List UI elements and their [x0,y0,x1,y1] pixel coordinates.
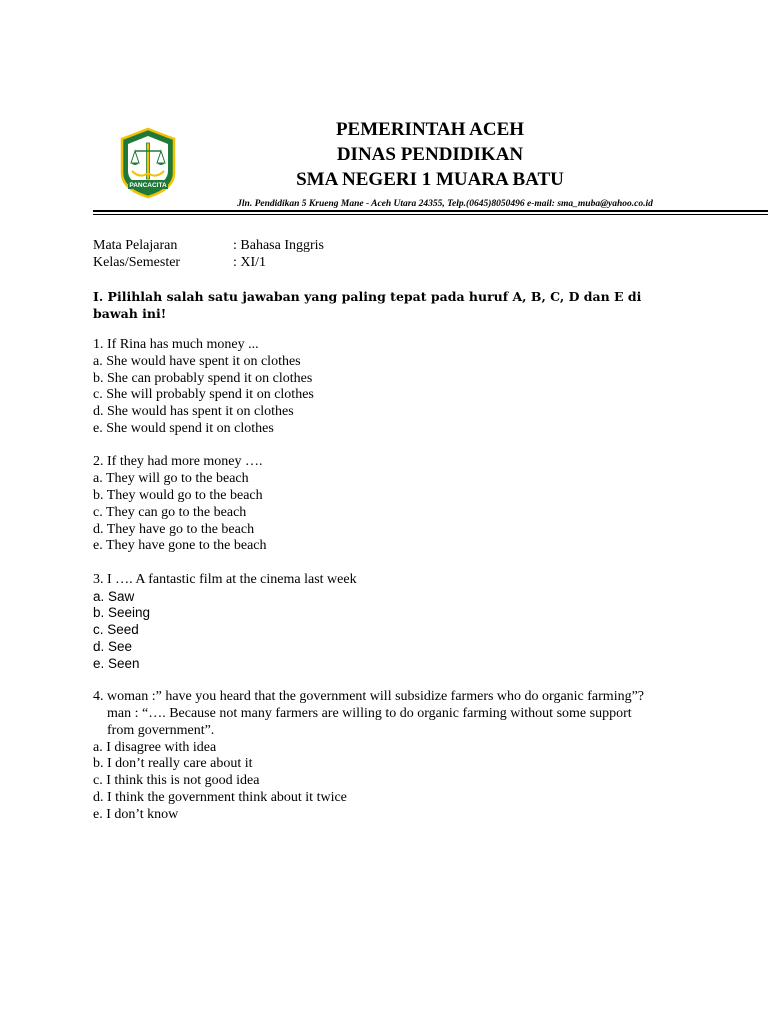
option-d: d. They have go to the beach [93,521,255,537]
class-key: Kelas/Semester [93,255,181,270]
option-c: c. She will probably spend it on clothes [93,387,314,403]
subject-value: : Bahasa Inggris [233,238,324,253]
question-1 [93,337,653,438]
option-b: b. Seeing [93,605,151,621]
option-c: c. Seed [93,622,139,638]
question-list [93,337,653,840]
pancacita-logo [118,127,178,199]
subject-row [93,237,324,254]
question-stem: 3. I …. A fantastic film at the cinema last week [93,571,357,587]
question-stem: 2. If they had more money …. [93,454,263,470]
option-e: e. She would spend it on clothes [93,420,274,436]
option-e: e. Seen [93,655,140,671]
subject-key: Mata Pelajaran [93,238,178,253]
subject-info [93,237,324,271]
option-a: a. I disagree with idea [93,739,217,755]
question-dialog: man : “…. Because not many farmers are willing to do organic farming without some support from government”. [107,705,632,738]
option-d: d. She would has spent it on clothes [93,404,294,420]
question-stem: 1. If Rina has much money ... [93,337,259,352]
question-3 [93,572,653,673]
option-c: c. They can go to the beach [93,504,247,520]
header-rule-thick [93,210,768,212]
header-rule-thin [93,214,768,215]
logo-label: PANCACITA [129,182,167,189]
option-b: b. She can probably spend it on clothes [93,370,313,386]
letterhead [200,118,660,192]
school-address: Jln. Pendidikan 5 Krueng Mane - Aceh Utara 24355, Telp.(0645)8050496 e-mail: sma_muba@yahoo.co.id [237,199,653,209]
class-value: : XI/1 [233,255,267,270]
option-d: d. See [93,638,133,654]
option-e: e. They have gone to the beach [93,538,267,554]
question-stem: 4. woman :” have you heard that the government will subsidize farmers who do organic farming”? [93,689,645,705]
option-a: a. They will go to the beach [93,471,249,487]
option-b: b. They would go to the beach [93,487,263,503]
question-4 [93,689,653,823]
header-line-2: DINAS PENDIDIKAN [336,144,524,165]
class-row [93,254,324,271]
question-2 [93,454,653,555]
instruction: I. Pilihlah salah satu jawaban yang paling tepat pada huruf A, B, C, D dan E di bawah ini! [93,289,642,321]
option-a: a. Saw [93,588,135,604]
option-c: c. I think this is not good idea [93,773,260,789]
header-line-1: PEMERINTAH ACEH [335,119,525,140]
option-e: e. I don’t know [93,806,179,822]
option-b: b. I don’t really care about it [93,756,253,772]
option-d: d. I think the government think about it twice [93,789,347,805]
option-a: a. She would have spent it on clothes [93,353,301,369]
header-line-3: SMA NEGERI 1 MUARA BATU [296,169,564,190]
